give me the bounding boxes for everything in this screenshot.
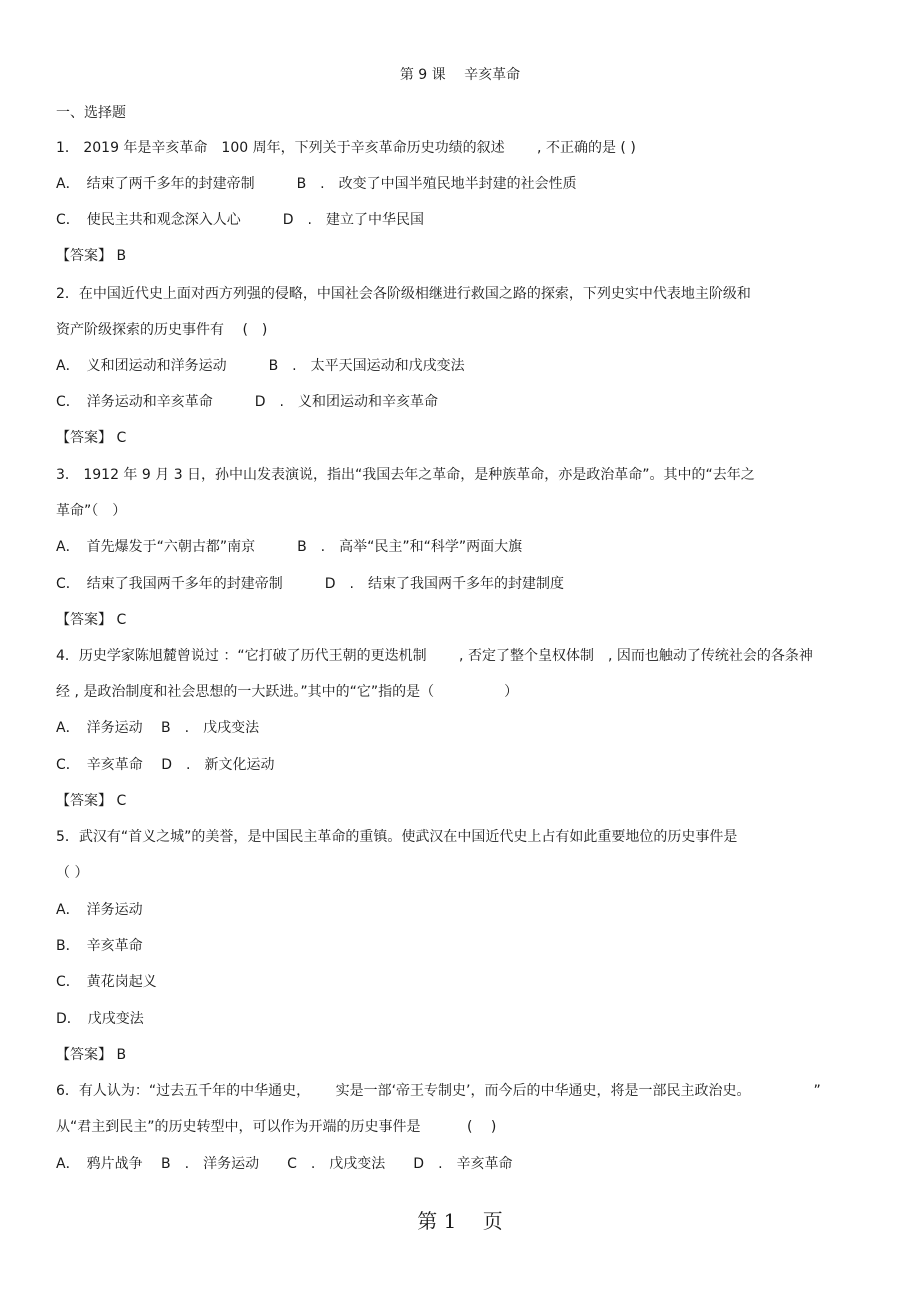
text-line: B． 辛亥革命 bbox=[56, 938, 143, 954]
text-line: A． 结束了两千多年的封建帝制 B . 改变了中国半殖民地半封建的社会性质 bbox=[56, 176, 577, 192]
text-line: C． 黄花岗起义 bbox=[56, 974, 157, 990]
text-line: A． 鸦片战争 B . 洋务运动 C . 戊戌变法 D . 辛亥革命 bbox=[56, 1156, 513, 1172]
answer-line: 【答案】 C bbox=[56, 612, 127, 628]
text-line: C． 洋务运动和辛亥革命 D . 义和团运动和辛亥革命 bbox=[56, 394, 439, 410]
text-line: 5．武汉有“首义之城”的美誉，是中国民主革命的重镇。使武汉在中国近代史上占有如此重要地位的历史事件是 bbox=[56, 829, 738, 845]
text-line: C． 结束了我国两千多年的封建帝制 D . 结束了我国两千多年的封建制度 bbox=[56, 576, 565, 592]
text-line: 6．有人认为：“过去五千年的中华通史， 实是一部‘帝王专制史’，而今后的中华通史，将是一部民主政治史。 ” bbox=[56, 1083, 821, 1099]
text-line: 1． 2019 年是辛亥革命 100 周年，下列关于辛亥革命历史功绩的叙述 , 不正确的是 ( ) bbox=[56, 140, 636, 156]
text-line: 2．在中国近代史上面对西方列强的侵略，中国社会各阶级相继进行救国之路的探索，下列史实中代表地主阶级和 bbox=[56, 286, 751, 302]
text-line: 经 , 是政治制度和社会思想的一大跃进。”其中的“它”指的是（ ） bbox=[56, 684, 519, 700]
text-line: 3． 1912 年 9 月 3 日，孙中山发表演说，指出“我国去年之革命，是种族革命，亦是政治革命”。其中的“去年之 bbox=[56, 467, 755, 483]
text-line: A． 洋务运动 B . 戊戌变法 bbox=[56, 720, 260, 736]
text-line: D． 戊戌变法 bbox=[56, 1011, 144, 1027]
text-line: 4．历史学家陈旭麓曾说过 ：“它打破了历代王朝的更迭机制 , 否定了整个皇权体制 , 因而也触动了传统社会的各条神 bbox=[56, 648, 813, 664]
answer-line: 【答案】 C bbox=[56, 430, 127, 446]
page-number: 第 1 页 bbox=[417, 1209, 503, 1233]
lesson-title: 第 9 课 辛亥革命 bbox=[399, 67, 521, 83]
answer-line: 【答案】 C bbox=[56, 793, 127, 809]
text-line: A． 洋务运动 bbox=[56, 902, 143, 918]
text-line: 革命”（ ） bbox=[56, 503, 127, 519]
text-line: 从“君主到民主”的历史转型中，可以作为开端的历史事件是 ( ) bbox=[56, 1119, 497, 1135]
text-line: A． 首先爆发于“六朝古都”南京 B . 高举“民主”和“科学”两面大旗 bbox=[56, 539, 523, 555]
answer-line: 【答案】 B bbox=[56, 248, 127, 264]
text-line: C． 辛亥革命 D . 新文化运动 bbox=[56, 757, 275, 773]
text-line: 资产阶级探索的历史事件有 ( ) bbox=[56, 322, 268, 338]
text-line: （ ） bbox=[56, 865, 89, 881]
text-line: A． 义和团运动和洋务运动 B . 太平天国运动和戊戌变法 bbox=[56, 358, 465, 374]
text-line: C． 使民主共和观念深入人心 D . 建立了中华民国 bbox=[56, 212, 425, 228]
section-heading: 一、选择题 bbox=[56, 105, 126, 121]
answer-line: 【答案】 B bbox=[56, 1047, 127, 1063]
